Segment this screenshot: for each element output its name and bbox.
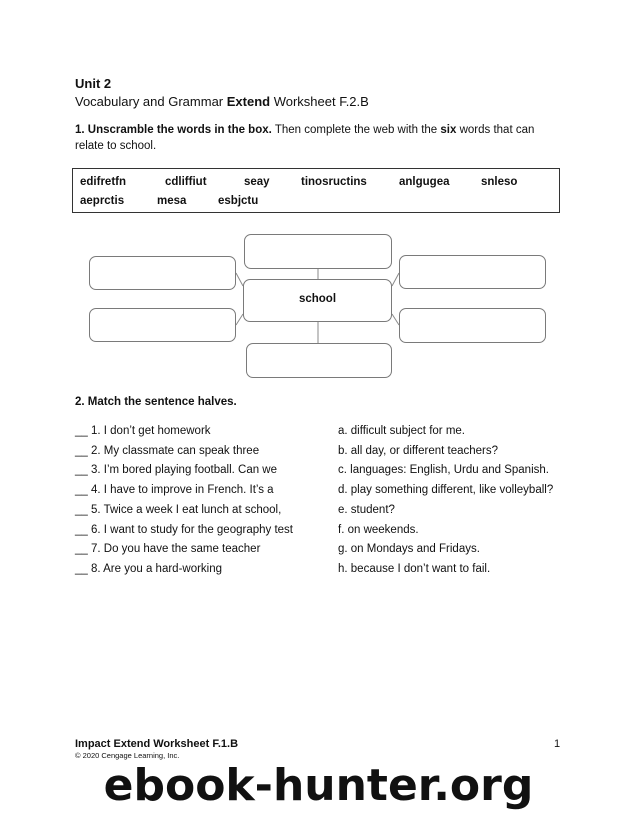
match-left-item: __ 8. Are you a hard-working [75, 563, 223, 575]
exercise1-instruction [75, 122, 555, 154]
subtitle-post: Worksheet F.2.B [270, 94, 369, 109]
match-left-item: __ 7. Do you have the same teacher [75, 543, 261, 555]
match-right-item: e. student? [338, 504, 395, 516]
word-item: snleso [481, 176, 518, 188]
web-answer-box-left-upper[interactable] [89, 256, 236, 290]
footer-title: Impact Extend Worksheet F.1.B [75, 738, 239, 750]
exercise2-title: 2. Match the sentence halves. [75, 396, 237, 408]
match-right-item: d. play something different, like volleyball? [338, 484, 554, 496]
footer-copyright: © 2020 Cengage Learning, Inc. [75, 751, 180, 760]
instruction-bold: 1. Unscramble the words in the box. [75, 124, 272, 136]
web-answer-box-right-upper[interactable] [399, 255, 546, 289]
word-item: seay [244, 176, 270, 188]
instruction-end: words that can relate to school. [75, 124, 535, 152]
page-number: 1 [554, 738, 561, 750]
match-right-item: f. on weekends. [338, 524, 419, 536]
unit-title: Unit 2 [75, 76, 112, 91]
word-item: anlgugea [399, 176, 450, 188]
word-item: mesa [157, 195, 187, 207]
subtitle-bold: Extend [226, 94, 271, 109]
web-center-node [243, 279, 392, 322]
match-left-item: __ 5. Twice a week I eat lunch at school, [75, 504, 282, 516]
subtitle-pre: Vocabulary and Grammar [75, 94, 227, 109]
word-box [72, 168, 560, 213]
match-right-item: a. difficult subject for me. [338, 425, 465, 437]
match-right-item: b. all day, or different teachers? [338, 445, 499, 457]
match-right-item: c. languages: English, Urdu and Spanish. [338, 464, 549, 476]
web-center-label: school [298, 293, 337, 305]
match-left-item: __ 6. I want to study for the geography test [75, 524, 293, 536]
web-answer-box-bottom[interactable] [246, 343, 392, 378]
match-left-item: __ 1. I don’t get homework [75, 425, 211, 437]
word-item: cdliffiut [165, 176, 207, 188]
match-left-item: __ 2. My classmate can speak three [75, 445, 260, 457]
word-item: edifretfn [80, 176, 126, 188]
instruction-six: six [440, 124, 457, 136]
web-answer-box-right-lower[interactable] [399, 308, 546, 343]
word-item: aeprctis [80, 195, 125, 207]
match-left-item: __ 4. I have to improve in French. It’s a [75, 484, 274, 496]
worksheet-subtitle [75, 94, 369, 109]
match-right-item: g. on Mondays and Fridays. [338, 543, 480, 555]
web-answer-box-left-lower[interactable] [89, 308, 236, 342]
web-answer-box-top[interactable] [244, 234, 392, 269]
instruction-mid: Then complete the web with the [271, 124, 441, 136]
word-item: esbjctu [218, 195, 259, 207]
watermark-banner[interactable]: ebook-hunter.org [103, 760, 534, 811]
word-item: tinosructins [301, 176, 367, 188]
match-left-item: __ 3. I’m bored playing football. Can we [75, 464, 278, 476]
match-right-item: h. because I don’t want to fail. [338, 563, 491, 575]
